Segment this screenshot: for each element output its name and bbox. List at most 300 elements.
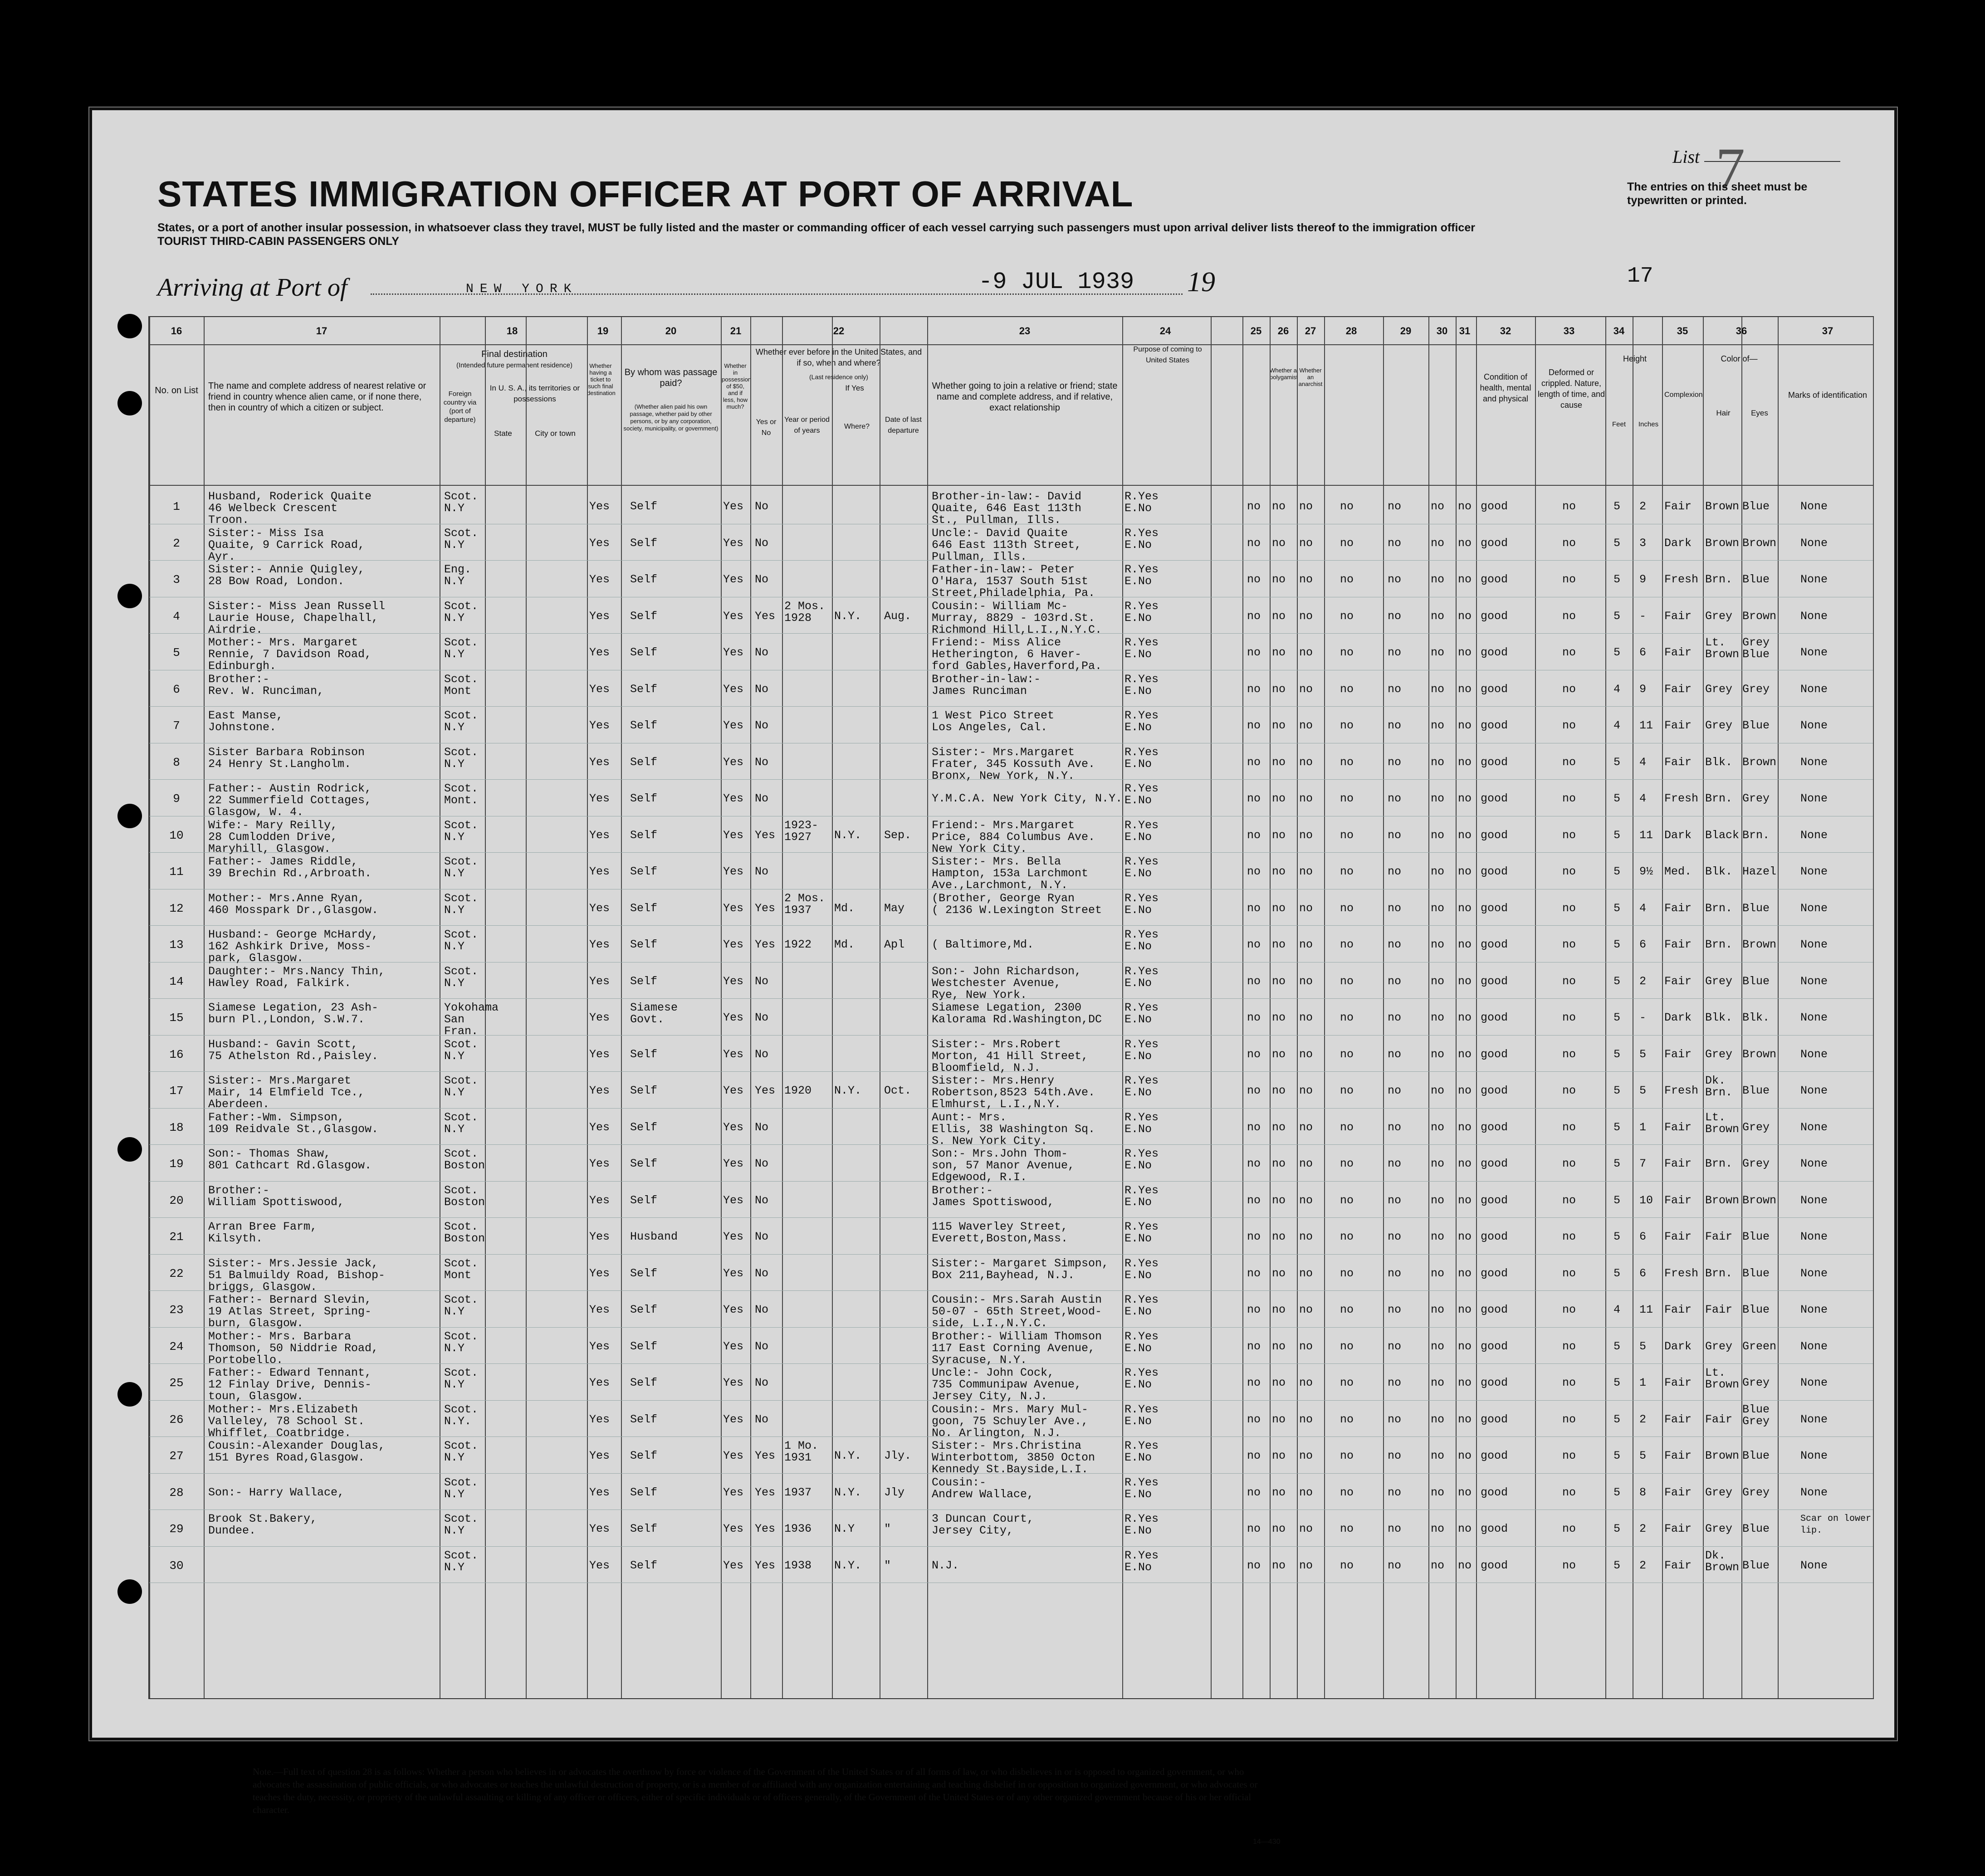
relative-cell: Mother:- Mrs. Margaret Rennie, 7 Davidson Road, Edinburgh. [208, 636, 372, 673]
header-no-on-list: No. on List [155, 386, 198, 396]
table-row [149, 1404, 1873, 1439]
manifest-sheet [88, 107, 1898, 1846]
joining-cell: Father-in-law:- Peter O'Hara, 1537 South 51st Street,Philadelphia, Pa. [932, 563, 1095, 600]
health-cell: good [1481, 573, 1508, 586]
q27-cell: no [1299, 974, 1313, 988]
before-us-cell: Yes [755, 828, 776, 842]
port-label: Arriving at Port of [157, 274, 347, 302]
money-cell: Yes [723, 901, 744, 915]
q27-cell: no [1299, 536, 1313, 550]
relative-cell: East Manse, Johnstone. [208, 709, 284, 734]
purpose-cell: R.Yes E.No [1125, 563, 1159, 588]
row-number: 24 [169, 1339, 184, 1353]
q28-cell: no [1340, 1558, 1354, 1572]
header-final-destination-note: (Intended future permanent residence) [456, 362, 572, 369]
inches-cell: 6 [1639, 938, 1647, 951]
joining-cell: Son:- Mrs.John Thom- son, 57 Manor Avenue, Edgewood, R.I. [932, 1147, 1075, 1184]
table-row [149, 1477, 1873, 1512]
health-cell: good [1481, 901, 1508, 915]
deformed-cell: no [1562, 500, 1576, 513]
ticket-cell: Yes [589, 536, 610, 550]
q30-cell: no [1431, 1485, 1445, 1499]
purpose-cell: R.Yes E.No [1125, 636, 1159, 661]
marks-cell: None [1800, 1230, 1828, 1243]
feet-cell: 5 [1613, 792, 1621, 805]
marks-cell: None [1800, 1193, 1828, 1207]
q31-cell: no [1458, 755, 1472, 769]
header-in-usa: In U. S. A., its territories or possessions [489, 384, 580, 403]
q31-cell: no [1458, 828, 1472, 842]
q27-cell: no [1299, 682, 1313, 696]
column-number: 17 [316, 325, 328, 337]
eyes-cell: Brown [1742, 938, 1777, 951]
q30-cell: no [1431, 1522, 1445, 1535]
column-number: 24 [1159, 325, 1171, 337]
q25-cell: no [1247, 573, 1261, 586]
table-row [149, 820, 1873, 855]
q26-cell: no [1272, 1266, 1286, 1280]
q26-cell: no [1272, 938, 1286, 951]
binder-hole [117, 1137, 142, 1162]
complexion-cell: Fair [1664, 646, 1692, 659]
q27-cell: no [1299, 1084, 1313, 1097]
column-number: 37 [1822, 325, 1833, 337]
q26-cell: no [1272, 1011, 1286, 1024]
complexion-cell: Dark [1664, 1339, 1692, 1353]
q25-cell: no [1247, 1157, 1261, 1170]
joining-cell: Brother-in-law:- James Runciman [932, 672, 1041, 698]
before-us-cell: Yes [755, 938, 776, 951]
table-row [149, 1258, 1873, 1293]
complexion-cell: Fair [1664, 1193, 1692, 1207]
passage-cell: Self [630, 682, 658, 696]
passage-cell: Self [630, 536, 658, 550]
marks-cell: None [1800, 1157, 1828, 1170]
q25-cell: no [1247, 1230, 1261, 1243]
inches-cell: 11 [1639, 1303, 1653, 1316]
q26-cell: no [1272, 828, 1286, 842]
deformed-cell: no [1562, 573, 1576, 586]
eyes-cell: Grey [1742, 682, 1770, 696]
money-cell: Yes [723, 1120, 744, 1134]
q27-cell: no [1299, 1558, 1313, 1572]
passage-cell: Self [630, 755, 658, 769]
q28-cell: no [1340, 1303, 1354, 1316]
inches-cell: 2 [1639, 1558, 1647, 1572]
deformed-cell: no [1562, 938, 1576, 951]
q31-cell: no [1458, 1449, 1472, 1462]
foreign-country-cell: Scot. N.Y [444, 1037, 479, 1063]
q29-cell: no [1388, 573, 1402, 586]
header-if-yes: If Yes [845, 384, 864, 392]
feet-cell: 5 [1613, 1047, 1621, 1061]
feet-cell: 5 [1613, 1120, 1621, 1134]
hair-cell: Brown [1705, 1193, 1740, 1207]
q30-cell: no [1431, 1449, 1445, 1462]
binder-hole [117, 1382, 142, 1407]
q30-cell: no [1431, 1339, 1445, 1353]
header-feet: Feet [1612, 420, 1626, 428]
hair-cell: Brn. [1705, 1266, 1733, 1280]
q31-cell: no [1458, 1047, 1472, 1061]
foreign-country-cell: Scot. N.Y [444, 1329, 479, 1355]
q25-cell: no [1247, 974, 1261, 988]
marks-cell: Scar on lower lip. [1800, 1514, 1872, 1536]
q30-cell: no [1431, 1120, 1445, 1134]
header-departure: Date of last departure [885, 416, 922, 435]
q31-cell: no [1458, 1339, 1472, 1353]
ticket-cell: Yes [589, 609, 610, 623]
marks-cell: None [1800, 1011, 1828, 1024]
deformed-cell: no [1562, 1303, 1576, 1316]
joining-cell: ( Baltimore,Md. [932, 938, 1034, 951]
eyes-cell: Blue [1742, 1558, 1770, 1572]
ticket-cell: Yes [589, 974, 610, 988]
before-us-cell: No [755, 1376, 769, 1389]
eyes-cell: Blue [1742, 1230, 1770, 1243]
table-row [149, 1039, 1873, 1074]
q26-cell: no [1272, 792, 1286, 805]
q30-cell: no [1431, 865, 1445, 878]
q27-cell: no [1299, 938, 1313, 951]
table-row [149, 1550, 1873, 1585]
eyes-cell: Brn. [1742, 828, 1770, 842]
header-hair: Hair [1716, 409, 1731, 417]
feet-cell: 5 [1613, 1376, 1621, 1389]
eyes-cell: Brown [1742, 755, 1777, 769]
q28-cell: no [1340, 1230, 1354, 1243]
deformed-cell: no [1562, 682, 1576, 696]
marks-cell: None [1800, 536, 1828, 550]
joining-cell: 3 Duncan Court, Jersey City, [932, 1512, 1034, 1537]
q26-cell: no [1272, 1120, 1286, 1134]
q25-cell: no [1247, 1522, 1261, 1535]
foreign-country-cell: Scot. N.Y [444, 526, 479, 552]
table-row [149, 1221, 1873, 1256]
q27-cell: no [1299, 1412, 1313, 1426]
foreign-country-cell: Scot. N.Y [444, 1512, 479, 1537]
passage-cell: Self [630, 974, 658, 988]
money-cell: Yes [723, 1193, 744, 1207]
hair-cell: Brown [1705, 500, 1740, 513]
inches-cell: 5 [1639, 1084, 1647, 1097]
money-cell: Yes [723, 719, 744, 732]
q30-cell: no [1431, 1412, 1445, 1426]
complexion-cell: Fair [1664, 755, 1692, 769]
q27-cell: no [1299, 609, 1313, 623]
q25-cell: no [1247, 609, 1261, 623]
relative-cell: Daughter:- Mrs.Nancy Thin, Hawley Road, Falkirk. [208, 964, 386, 990]
feet-cell: 4 [1613, 682, 1621, 696]
relative-cell: Father:- Austin Rodrick, 22 Summerfield Cottages, Glasgow, W. 4. [208, 782, 372, 819]
hair-cell: Dk. Brn. [1705, 1074, 1733, 1099]
money-cell: Yes [723, 1376, 744, 1389]
money-cell: Yes [723, 974, 744, 988]
purpose-cell: R.Yes E.No [1125, 1366, 1159, 1391]
inches-cell: 2 [1639, 1412, 1647, 1426]
ticket-cell: Yes [589, 573, 610, 586]
q25-cell: no [1247, 1339, 1261, 1353]
relative-cell: Sister:- Miss Isa Quaite, 9 Carrick Road, Ayr. [208, 526, 365, 563]
header-complexion: Complexion [1664, 391, 1703, 399]
q28-cell: no [1340, 1120, 1354, 1134]
inches-cell: 11 [1639, 719, 1653, 732]
marks-cell: None [1800, 1084, 1828, 1097]
eyes-cell: Blue [1742, 1449, 1770, 1462]
row-number: 15 [169, 1011, 184, 1025]
inches-cell: 4 [1639, 901, 1647, 915]
binder-hole [117, 804, 142, 828]
purpose-cell: R.Yes E.No [1125, 782, 1159, 807]
deformed-cell: no [1562, 1376, 1576, 1389]
foreign-country-cell: Scot. N.Y [444, 490, 479, 515]
marks-cell: None [1800, 1412, 1828, 1426]
health-cell: good [1481, 609, 1508, 623]
q26-cell: no [1272, 1412, 1286, 1426]
period-cell: 1 Mo. 1931 [784, 1439, 819, 1464]
q31-cell: no [1458, 500, 1472, 513]
q25-cell: no [1247, 1485, 1261, 1499]
inches-cell: 10 [1639, 1193, 1653, 1207]
column-number: 16 [171, 325, 182, 337]
q29-cell: no [1388, 1485, 1402, 1499]
ticket-cell: Yes [589, 865, 610, 878]
purpose-cell: R.Yes E.No [1125, 1475, 1159, 1501]
before-us-cell: No [755, 1193, 769, 1207]
feet-cell: 5 [1613, 755, 1621, 769]
column-number: 29 [1400, 325, 1412, 337]
relative-cell: Sister Barbara Robinson 24 Henry St.Langholm. [208, 745, 365, 771]
relative-cell: Wife:- Mary Reilly, 28 Cumlodden Drive, Maryhill, Glasgow. [208, 818, 338, 855]
q30-cell: no [1431, 536, 1445, 550]
q31-cell: no [1458, 536, 1472, 550]
passage-cell: Self [630, 1120, 658, 1134]
complexion-cell: Dark [1664, 1011, 1692, 1024]
q29-cell: no [1388, 609, 1402, 623]
passage-cell: Self [630, 1485, 658, 1499]
eyes-cell: Grey [1742, 792, 1770, 805]
money-cell: Yes [723, 828, 744, 842]
health-cell: good [1481, 1047, 1508, 1061]
before-us-cell: No [755, 865, 769, 878]
purpose-cell: R.Yes E.No [1125, 928, 1159, 953]
q27-cell: no [1299, 1011, 1313, 1024]
row-number: 14 [169, 974, 184, 988]
money-cell: Yes [723, 536, 744, 550]
foreign-country-cell: Scot. N.Y [444, 928, 479, 953]
column-number: 36 [1736, 325, 1747, 337]
health-cell: good [1481, 974, 1508, 988]
deformed-cell: no [1562, 1120, 1576, 1134]
q25-cell: no [1247, 719, 1261, 732]
before-us-cell: No [755, 974, 769, 988]
header-joining: Whether going to join a relative or friend; state name and complete address, and if relative, exact relationship [932, 381, 1118, 413]
inches-cell: 5 [1639, 1449, 1647, 1462]
purpose-cell: R.Yes E.No [1125, 1001, 1159, 1026]
q30-cell: no [1431, 1558, 1445, 1572]
inches-cell: 1 [1639, 1376, 1647, 1389]
column-number: 27 [1305, 325, 1316, 337]
deformed-cell: no [1562, 901, 1576, 915]
q26-cell: no [1272, 974, 1286, 988]
q29-cell: no [1388, 828, 1402, 842]
q30-cell: no [1431, 1266, 1445, 1280]
inches-cell: 6 [1639, 646, 1647, 659]
complexion-cell: Fair [1664, 1412, 1692, 1426]
joining-cell: Cousin:- Mrs.Sarah Austin 50-07 - 65th Street,Wood- side, L.I.,N.Y.C. [932, 1293, 1102, 1330]
marks-cell: None [1800, 938, 1828, 951]
money-cell: Yes [723, 1485, 744, 1499]
header-final-destination: Final destination [481, 349, 548, 359]
q31-cell: no [1458, 901, 1472, 915]
q31-cell: no [1458, 646, 1472, 659]
purpose-cell: R.Yes E.No [1125, 1110, 1159, 1136]
header-height: Height [1623, 354, 1647, 363]
q25-cell: no [1247, 1303, 1261, 1316]
inches-cell: 11 [1639, 828, 1653, 842]
purpose-cell: R.Yes E.No [1125, 1220, 1159, 1245]
foreign-country-cell: Scot. Mont [444, 1256, 479, 1282]
q29-cell: no [1388, 1011, 1402, 1024]
q30-cell: no [1431, 938, 1445, 951]
row-number: 2 [173, 536, 180, 550]
q29-cell: no [1388, 1449, 1402, 1462]
table-row [149, 856, 1873, 891]
header-health: Condition of health, mental and physical [1480, 372, 1531, 403]
health-cell: good [1481, 1449, 1508, 1462]
joining-cell: Son:- John Richardson, Westchester Avenue, Rye, New York. [932, 964, 1082, 1002]
before-us-cell: No [755, 536, 769, 550]
column-number: 18 [506, 325, 518, 337]
header-before-us: Whether ever before in the United States, and if so, when and where? [755, 347, 922, 367]
relative-cell: Father:- James Riddle, 39 Brechin Rd.,Arbroath. [208, 855, 372, 880]
column-number: 28 [1345, 325, 1357, 337]
health-cell: good [1481, 755, 1508, 769]
joining-cell: N.J. [932, 1558, 959, 1572]
q25-cell: no [1247, 536, 1261, 550]
where-cell: N.Y. [834, 1449, 862, 1462]
deformed-cell: no [1562, 1193, 1576, 1207]
passage-cell: Self [630, 646, 658, 659]
q27-cell: no [1299, 828, 1313, 842]
money-cell: Yes [723, 1157, 744, 1170]
row-number: 18 [169, 1120, 184, 1134]
q30-cell: no [1431, 1230, 1445, 1243]
page-title: STATES IMMIGRATION OFFICER AT PORT OF ARRIVAL [157, 174, 1134, 214]
passage-cell: Self [630, 901, 658, 915]
table-row [149, 710, 1873, 745]
table-row [149, 929, 1873, 964]
marks-cell: None [1800, 1449, 1828, 1462]
health-cell: good [1481, 1230, 1508, 1243]
before-us-cell: No [755, 1157, 769, 1170]
deformed-cell: no [1562, 828, 1576, 842]
q31-cell: no [1458, 1376, 1472, 1389]
q30-cell: no [1431, 1047, 1445, 1061]
column-number: 21 [730, 325, 742, 337]
q31-cell: no [1458, 719, 1472, 732]
money-cell: Yes [723, 1047, 744, 1061]
complexion-cell: Med. [1664, 865, 1692, 878]
row-number: 25 [169, 1376, 184, 1390]
marks-cell: None [1800, 1376, 1828, 1389]
foreign-country-cell: Scot. N.Y [444, 855, 479, 880]
q28-cell: no [1340, 1522, 1354, 1535]
deformed-cell: no [1562, 1266, 1576, 1280]
header-color-of: Color of— [1721, 354, 1758, 363]
q31-cell: no [1458, 865, 1472, 878]
joining-cell: Uncle:- David Quaite 646 East 113th Street, Pullman, Ills. [932, 526, 1082, 563]
row-number: 11 [169, 865, 184, 879]
purpose-cell: R.Yes E.No [1125, 672, 1159, 698]
health-cell: good [1481, 1412, 1508, 1426]
feet-cell: 5 [1613, 1266, 1621, 1280]
before-us-cell: No [755, 1011, 769, 1024]
row-number: 28 [169, 1485, 184, 1500]
ticket-cell: Yes [589, 682, 610, 696]
complexion-cell: Fair [1664, 682, 1692, 696]
eyes-cell: Grey [1742, 1485, 1770, 1499]
table-row [149, 747, 1873, 782]
inches-cell: 9 [1639, 682, 1647, 696]
q25-cell: no [1247, 682, 1261, 696]
hair-cell: Fair [1705, 1412, 1733, 1426]
table-row [149, 1112, 1873, 1147]
before-us-cell: No [755, 1266, 769, 1280]
header-period: Year or period of years [784, 416, 830, 435]
money-cell: Yes [723, 865, 744, 878]
hair-cell: Brn. [1705, 573, 1733, 586]
q31-cell: no [1458, 1157, 1472, 1170]
relative-cell: Father:-Wm. Simpson, 109 Reidvale St.,Glasgow. [208, 1110, 379, 1136]
marks-cell: None [1800, 719, 1828, 732]
table-row [149, 966, 1873, 1001]
passage-cell: Self [630, 1412, 658, 1426]
deformed-cell: no [1562, 1558, 1576, 1572]
passage-cell: Self [630, 828, 658, 842]
eyes-cell: Blue [1742, 500, 1770, 513]
joining-cell: Sister:- Mrs. Bella Hampton, 153a Larchmont Ave.,Larchmont, N.Y. [932, 855, 1089, 892]
q28-cell: no [1340, 865, 1354, 878]
period-cell: 2 Mos. 1937 [784, 891, 826, 917]
foreign-country-cell: Scot. N.Y [444, 745, 479, 771]
row-number: 13 [169, 938, 184, 952]
feet-cell: 5 [1613, 573, 1621, 586]
health-cell: good [1481, 536, 1508, 550]
marks-cell: None [1800, 1120, 1828, 1134]
header-eyes: Eyes [1751, 409, 1768, 417]
foreign-country-cell: Scot. N.Y [444, 1549, 479, 1574]
health-cell: good [1481, 1120, 1508, 1134]
q30-cell: no [1431, 646, 1445, 659]
feet-cell: 5 [1613, 1230, 1621, 1243]
header-anarchist: Whether an anarchist [1298, 367, 1323, 387]
feet-cell: 5 [1613, 1339, 1621, 1353]
row-number: 19 [169, 1157, 184, 1171]
q30-cell: no [1431, 792, 1445, 805]
q27-cell: no [1299, 719, 1313, 732]
passage-cell: Self [630, 719, 658, 732]
hair-cell: Blk. [1705, 755, 1733, 769]
period-cell: 1923- 1927 [784, 818, 819, 844]
relative-cell: Son:- Thomas Shaw, 801 Cathcart Rd.Glasgow. [208, 1147, 372, 1172]
q30-cell: no [1431, 1303, 1445, 1316]
q28-cell: no [1340, 938, 1354, 951]
footer-note: Note.—Full text of question 28 is as follows: Whether a person who believes in or advocates the overthrow by force or violence of the Government of the United States or of all forms of law, or who disbelieves in or is opposed to organized government, or who advocates the assassination of public officials, or who advocates or teaches the unlawful destruction of property, or is a member of or affiliated with any organization entertaining and teaching disbelief in or opposition to organized government, or who advocates or teaches the duty, necessity, or propriety of the unlawful assaulting or killing of any officer or officers, either of specific individuals or of officers generally, of the Government of the United States or of any other organized government because of his or her official character. [253, 1766, 1258, 1815]
column-number: 31 [1459, 325, 1471, 337]
purpose-cell: R.Yes E.No [1125, 1512, 1159, 1537]
relative-cell: Husband:- George McHardy, 162 Ashkirk Drive, Moss- park, Glasgow. [208, 928, 379, 965]
